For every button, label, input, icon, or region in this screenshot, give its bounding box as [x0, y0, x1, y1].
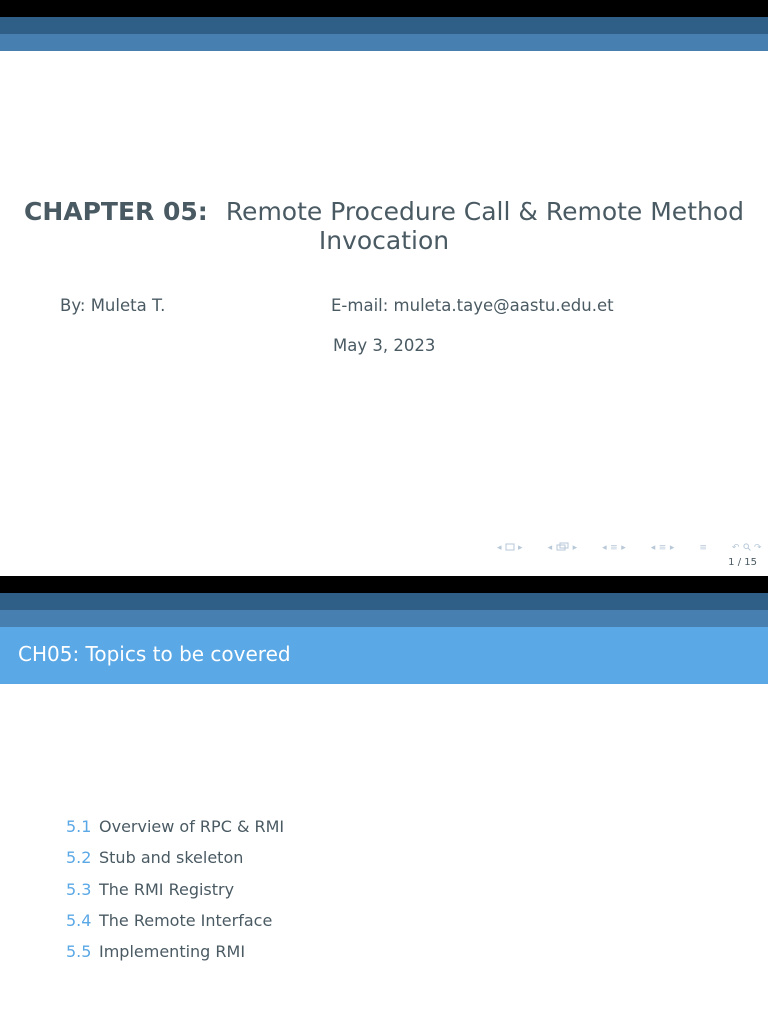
topic-label: The Remote Interface [99, 910, 273, 930]
document-icon[interactable]: ≡ [699, 543, 708, 553]
header-band-dark [0, 17, 768, 34]
title-text-1: Remote Procedure Call & Remote Method [225, 197, 745, 226]
part-icon[interactable]: ≡ [658, 543, 667, 553]
header-band-black [0, 0, 768, 17]
header-band-mid [0, 610, 768, 627]
chapter-label: CHAPTER 05: [23, 197, 208, 226]
nav-prev-frame-icon[interactable]: ◂ [497, 543, 503, 553]
nav-next-subsection-icon[interactable]: ▸ [572, 543, 578, 553]
topics-slide [0, 576, 768, 1024]
nav-prev-part-icon[interactable]: ◂ [650, 543, 656, 553]
topic-number: 5.1 [66, 817, 92, 837]
topic-item[interactable] [66, 811, 284, 842]
nav-next-frame-icon[interactable]: ▸ [518, 543, 524, 553]
header-band-dark [0, 593, 768, 610]
topic-label: Overview of RPC & RMI [99, 817, 285, 837]
subsection-icon[interactable] [556, 542, 570, 554]
section-icon[interactable]: ≡ [610, 543, 619, 553]
topic-item[interactable] [66, 936, 284, 967]
header-band-mid [0, 34, 768, 51]
forward-icon[interactable]: ↷ [753, 543, 762, 553]
title-text-2: Invocation [318, 226, 450, 255]
topic-label: Stub and skeleton [99, 848, 244, 868]
topic-label: The RMI Registry [99, 879, 235, 899]
page-number: 1 / 15 [728, 557, 757, 568]
email: E-mail: muleta.taye@aastu.edu.et [331, 296, 614, 315]
beamer-navigation-bar [497, 541, 762, 555]
nav-next-section-icon[interactable]: ▸ [621, 543, 627, 553]
author: By: Muleta T. [60, 296, 166, 315]
search-nav-group [732, 543, 762, 554]
topic-item[interactable] [66, 905, 284, 936]
topic-item[interactable] [66, 874, 284, 905]
topic-item[interactable] [66, 842, 284, 873]
topic-number: 5.2 [66, 848, 92, 868]
topic-number: 5.5 [66, 942, 92, 962]
frame-nav-group [497, 543, 523, 554]
presentation-title-line-2 [0, 226, 768, 255]
date: May 3, 2023 [333, 336, 436, 355]
topic-number: 5.4 [66, 910, 92, 930]
frame-title-bar [0, 627, 768, 684]
frame-icon[interactable] [505, 543, 515, 554]
header-band-black [0, 576, 768, 593]
subsection-nav-group [548, 542, 578, 554]
part-nav-group [651, 543, 675, 553]
nav-prev-section-icon[interactable]: ◂ [602, 543, 608, 553]
presentation-title-line-1 [0, 197, 768, 226]
frame-title: CH05: Topics to be covered [18, 642, 291, 666]
topics-list [66, 811, 284, 967]
topic-label: Implementing RMI [99, 942, 246, 962]
nav-next-part-icon[interactable]: ▸ [669, 543, 675, 553]
search-icon[interactable] [743, 543, 751, 554]
back-icon[interactable]: ↶ [731, 543, 740, 553]
section-nav-group [602, 543, 626, 553]
nav-prev-subsection-icon[interactable]: ◂ [547, 543, 553, 553]
topic-number: 5.3 [66, 879, 92, 899]
